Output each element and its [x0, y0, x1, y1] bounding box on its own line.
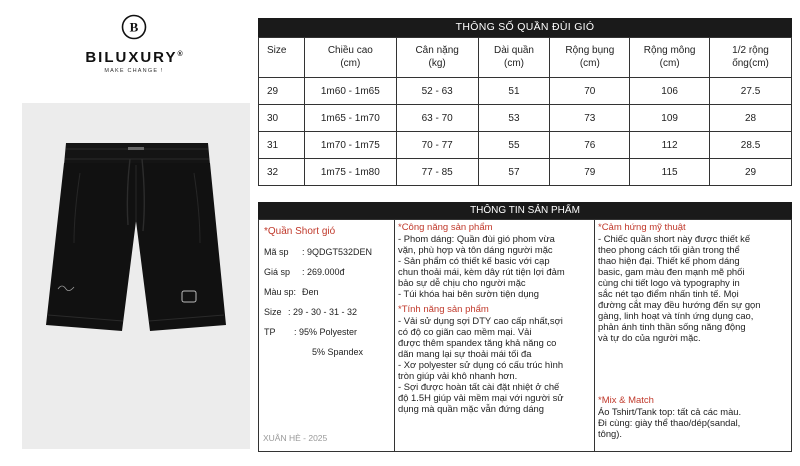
cell-size: 32: [259, 159, 305, 186]
size-table-title: THÔNG SỐ QUẦN ĐÙI GIÓ: [258, 18, 792, 37]
header-height: Chiều cao (cm): [304, 38, 396, 78]
table-row: [259, 105, 792, 132]
brand-logo: [78, 14, 190, 74]
table-row: [259, 159, 792, 186]
cell-height: 1m70 - 1m75: [304, 132, 396, 159]
size-label: Size: [264, 307, 282, 317]
product-sku-row: [264, 245, 394, 265]
text-line: sắc nét tạo điểm nhấn tinh tế. Mọi: [598, 288, 739, 299]
text-line: được thêm spandex tăng khả năng co: [398, 337, 557, 348]
material-value-1: : 95% Polyester: [294, 327, 358, 337]
features-column: [395, 220, 595, 451]
product-basics-column: [259, 220, 395, 451]
product-photo: [22, 103, 250, 449]
cell-length: 57: [478, 159, 550, 186]
sku-label: Mã sp: [264, 247, 289, 257]
cell-size: 29: [259, 78, 305, 105]
cell-weight: 77 - 85: [396, 159, 478, 186]
black-shorts-image: [22, 103, 250, 449]
text-line: dãn mang lại sự thoải mái tối đa: [398, 348, 532, 359]
product-info-panel: [258, 219, 792, 452]
text-line: bảo sự dễ chịu cho người mặc: [398, 277, 526, 288]
cell-length: 51: [478, 78, 550, 105]
cell-weight: 63 - 70: [396, 105, 478, 132]
text-line: - Túi khóa hai bên sườn tiện dụng: [398, 288, 539, 299]
cell-height: 1m65 - 1m70: [304, 105, 396, 132]
size-table: [258, 37, 792, 186]
text-line: thao hiện đại. Thiết kế phom dáng: [598, 255, 740, 266]
cell-leg-opening: 28.5: [710, 132, 792, 159]
text-line: gàng, linh hoạt và tính ứng dụng cao,: [598, 310, 754, 321]
text-line: basic, gam màu đen mạnh mẽ phối: [598, 266, 745, 277]
text-line: Đi cùng: giày thể thao/dép(sandal,: [598, 417, 741, 428]
mix-match-title: *Mix & Match: [598, 395, 654, 406]
color-value: Đen: [302, 287, 319, 297]
header-weight: Cân nặng (kg): [396, 38, 478, 78]
cell-leg-opening: 29: [710, 159, 792, 186]
product-name: *Quần Short gió: [264, 226, 336, 237]
cell-hip: 106: [630, 78, 710, 105]
color-label: Màu sp:: [264, 287, 297, 297]
text-line: Áo Tshirt/Tank top: tất cả các màu.: [598, 406, 742, 417]
features-text: [398, 233, 594, 299]
text-line: phản ánh tinh thần sống năng động: [598, 321, 746, 332]
material-label: TP: [264, 327, 276, 337]
brand-mark-icon: [121, 14, 147, 40]
text-line: đường cắt may đều hướng đến sự gọn: [598, 299, 761, 310]
product-price-row: [264, 265, 394, 285]
cell-height: 1m75 - 1m80: [304, 159, 396, 186]
cell-waist: 76: [550, 132, 630, 159]
text-line: - Phom dáng: Quần đùi gió phom vừa: [398, 233, 555, 244]
text-line: - Sản phẩm có thiết kế basic với cạp: [398, 255, 550, 266]
header-hip: Rộng mông (cm): [630, 38, 710, 78]
cell-hip: 115: [630, 159, 710, 186]
inspiration-text: [598, 233, 791, 343]
cell-waist: 70: [550, 78, 630, 105]
text-line: - Chiếc quần short này được thiết kế: [598, 233, 751, 244]
cell-weight: 52 - 63: [396, 78, 478, 105]
price-value: : 269.000đ: [302, 267, 345, 277]
text-line: có độ co giãn cao mềm mại. Vải: [398, 326, 532, 337]
inspiration-column: [595, 220, 791, 451]
cell-leg-opening: 28: [710, 105, 792, 132]
season-label: XUÂN HÈ - 2025: [263, 433, 328, 443]
cell-hip: 109: [630, 105, 710, 132]
brand-tagline: MAKE CHANGE !: [104, 68, 164, 74]
product-material-row: [264, 325, 394, 345]
cell-leg-opening: 27.5: [710, 78, 792, 105]
text-line: độ 1.5H giúp vải mềm mại với người sử: [398, 392, 564, 403]
material-value-2: 5% Spandex: [312, 347, 364, 357]
cell-waist: 73: [550, 105, 630, 132]
inspiration-title: *Cảm hứng mỹ thuật: [598, 222, 686, 233]
sku-value: : 9QDGT532DEN: [302, 247, 373, 257]
properties-text: [398, 315, 594, 414]
cell-height: 1m60 - 1m65: [304, 78, 396, 105]
text-line: dụng mà quần mặc vẫn đứng dáng: [398, 403, 544, 414]
cell-length: 53: [478, 105, 550, 132]
size-table-header-row: [259, 38, 792, 78]
text-line: - Sợi được hoàn tất cài đặt nhiệt ở chế: [398, 381, 560, 392]
text-line: và tự do của người mặc.: [598, 332, 701, 343]
text-line: vặn, phù hợp và tôn dáng người mặc: [398, 244, 553, 255]
svg-text:B: B: [129, 19, 139, 35]
text-line: cùng chi tiết logo và typography in: [598, 277, 740, 288]
product-material-row-2: [264, 345, 394, 365]
mix-match-section: [598, 395, 790, 439]
cell-size: 30: [259, 105, 305, 132]
header-leg-opening: 1/2 rộng ống(cm): [710, 38, 792, 78]
text-line: tròn giúp vải khô nhanh hơn.: [398, 370, 518, 381]
size-values: : 29 - 30 - 31 - 32: [288, 307, 358, 317]
price-label: Giá sp: [264, 267, 291, 277]
text-line: - Vải sử dụng sợi DTY cao cấp nhất,sợi: [398, 315, 563, 326]
table-row: [259, 78, 792, 105]
header-size: Size: [259, 38, 305, 78]
cell-waist: 79: [550, 159, 630, 186]
product-color-row: [264, 285, 394, 305]
product-size-row: [264, 305, 394, 325]
text-line: tông).: [598, 428, 622, 439]
properties-title: *Tính năng sản phẩm: [398, 304, 489, 315]
features-title: *Công năng sản phẩm: [398, 222, 493, 233]
mix-match-text: [598, 406, 790, 439]
text-line: chun thoải mái, kèm dây rút tiện lợi đảm: [398, 266, 565, 277]
text-line: theo phong cách tối giản trong thể: [598, 244, 740, 255]
brand-name: BILUXURY®: [85, 49, 183, 66]
cell-hip: 112: [630, 132, 710, 159]
header-waist: Rộng bụng (cm): [550, 38, 630, 78]
text-line: - Xơ polyester sử dụng có cấu trúc hình: [398, 359, 564, 370]
cell-size: 31: [259, 132, 305, 159]
cell-length: 55: [478, 132, 550, 159]
table-row: [259, 132, 792, 159]
product-info-title: THÔNG TIN SẢN PHẨM: [258, 202, 792, 219]
header-length: Dài quần (cm): [478, 38, 550, 78]
cell-weight: 70 - 77: [396, 132, 478, 159]
